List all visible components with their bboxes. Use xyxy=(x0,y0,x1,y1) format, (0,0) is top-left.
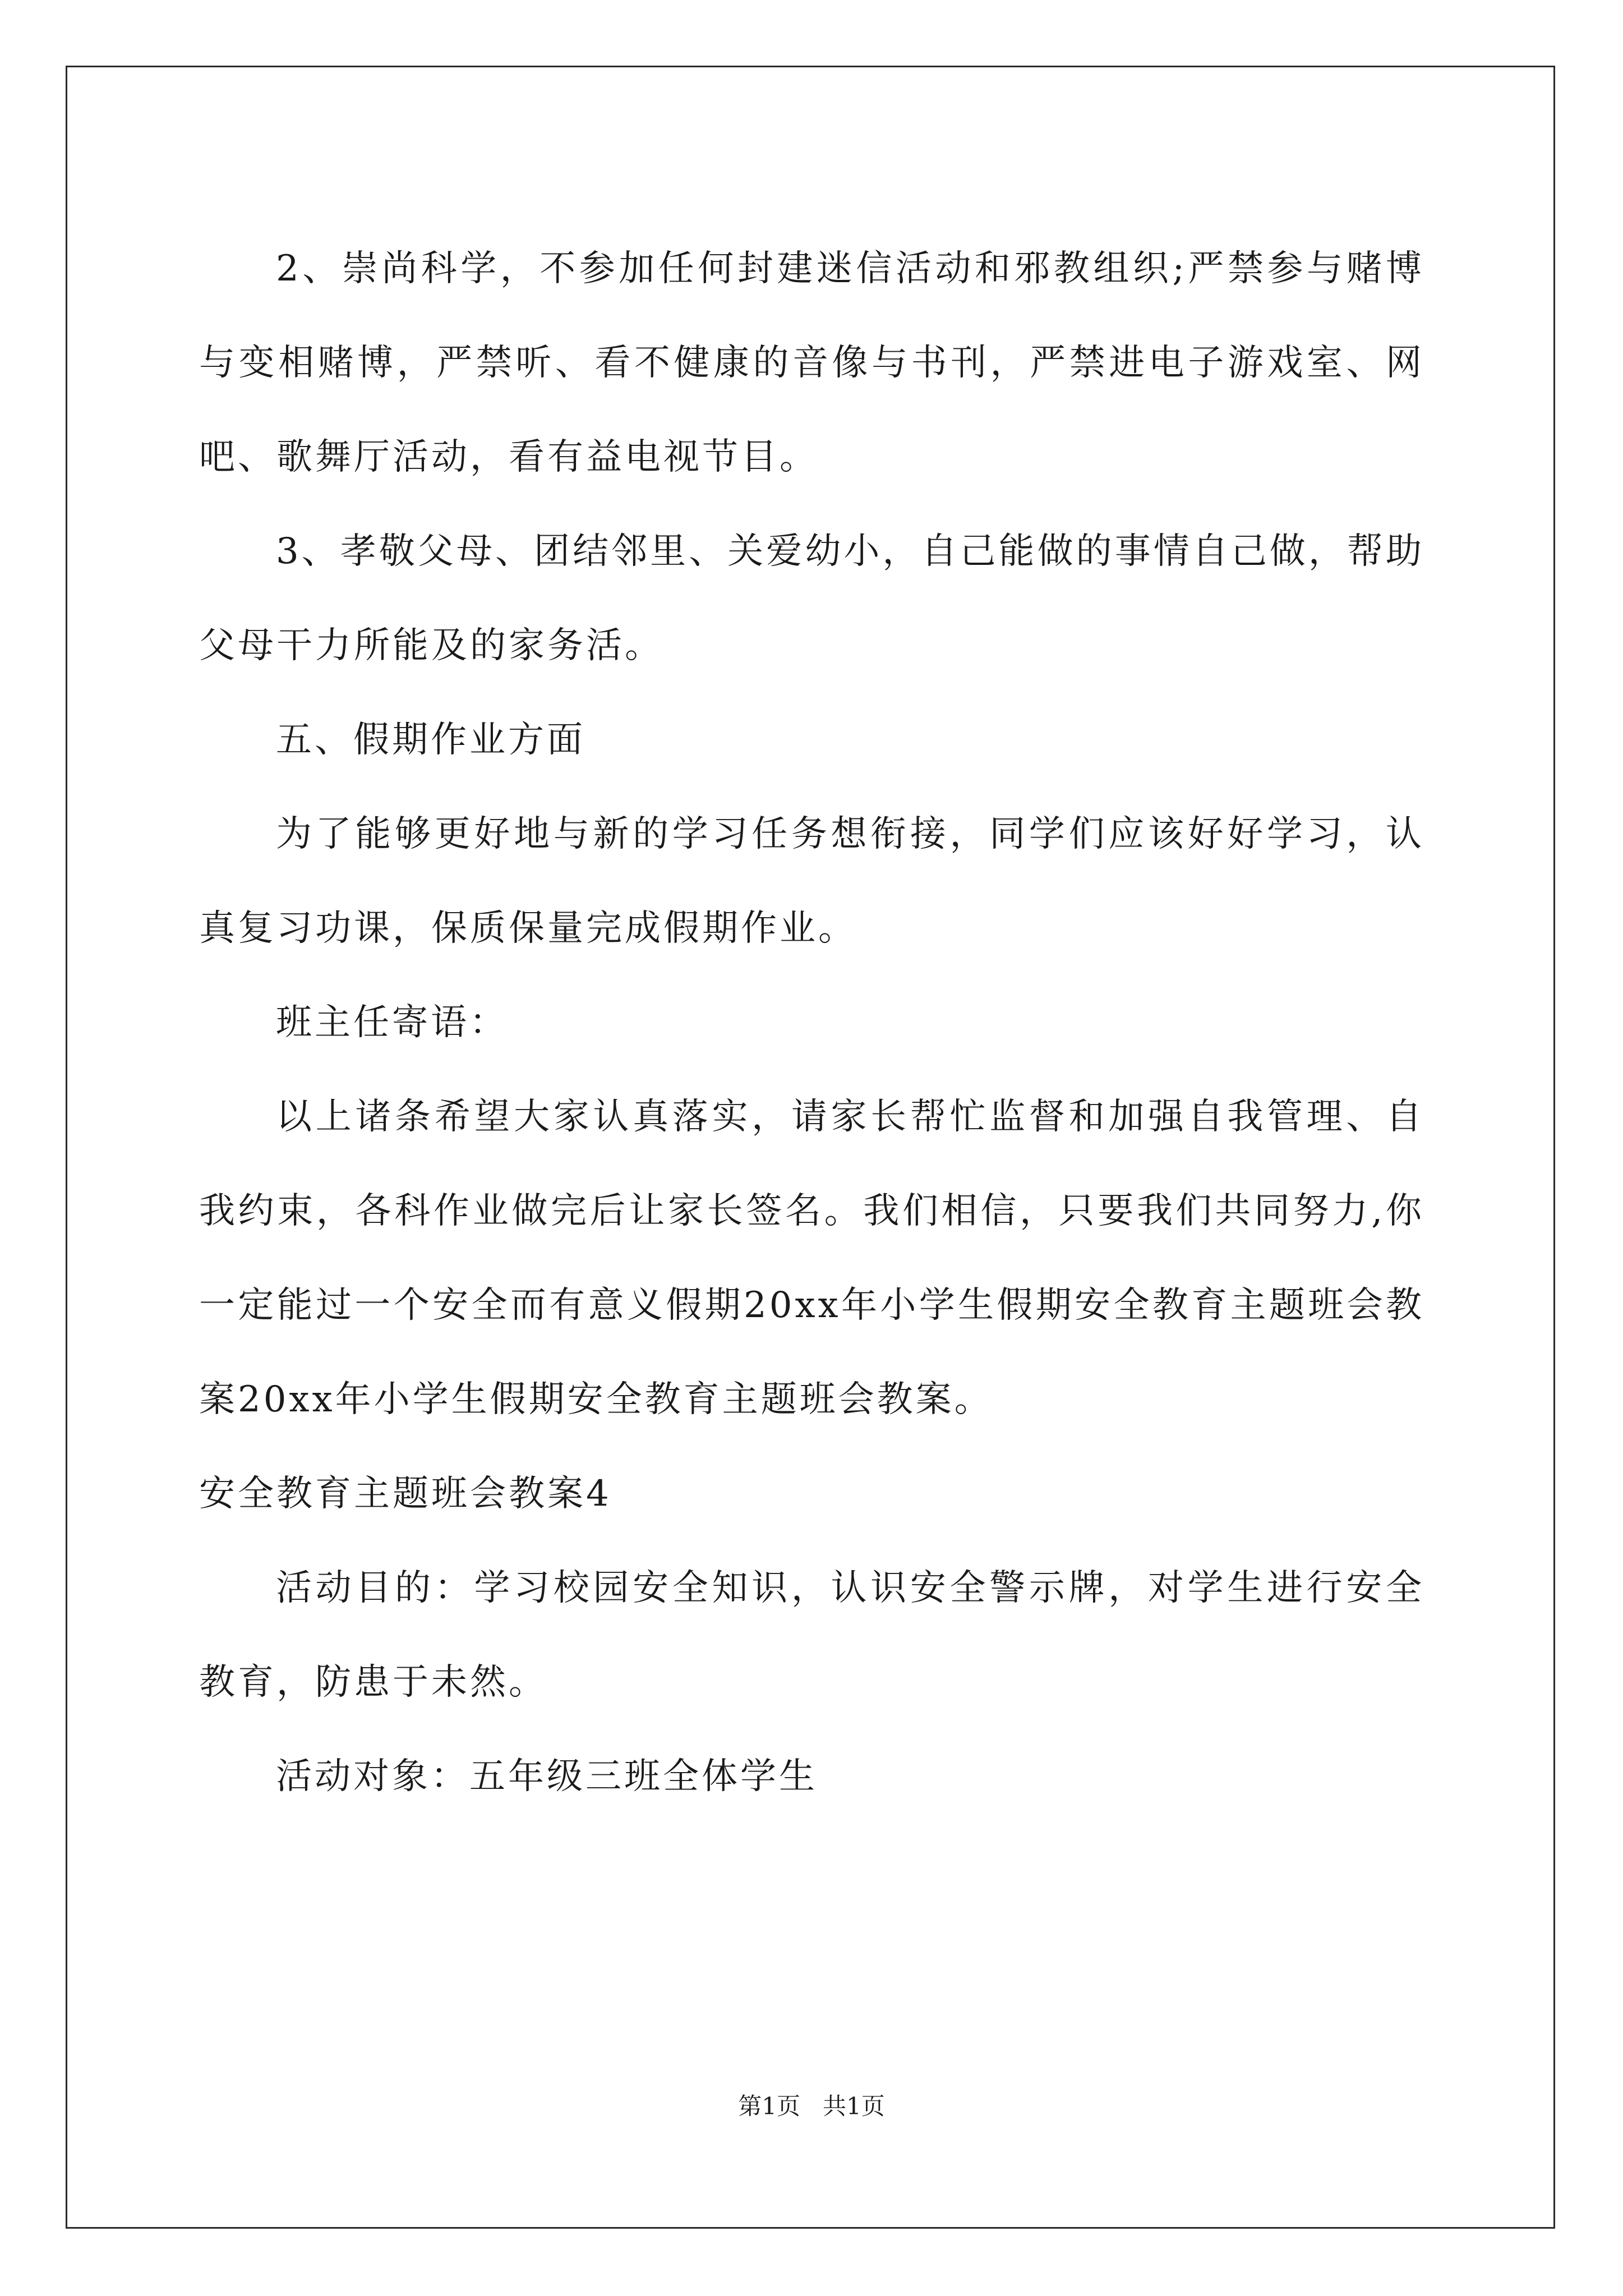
paragraph-homework-heading: 五、假期作业方面 xyxy=(276,719,585,761)
paragraph-teacher-message: 以上诸条希望大家认真落实，请家长帮忙监督和加强自我管理、自我约束，各科作业做完后让家长签名。我们相信，只要我们共同努力,你一定能过一个安全而有意义假期20xx年小学生假期安全教育主题班会教案20xx年小学生假期安全教育主题班会教案。 xyxy=(199,1096,1424,1420)
paragraph-homework: 为了能够更好地与新的学习任务想衔接，同学们应该好好学习，认真复习功课，保质保量完成假期作业。 xyxy=(199,813,1424,949)
section-heading: 安全教育主题班会教案4 xyxy=(199,1473,612,1515)
paragraph-rules-2: 2、崇尚科学，不参加任何封建迷信活动和邪教组织;严禁参与赌博与变相赌博，严禁听、看不健康的音像与书刊，严禁进电子游戏室、网吧、歌舞厅活动，看有益电视节目。 xyxy=(199,248,1424,478)
page-total: 共1页 xyxy=(823,2092,885,2120)
paragraph-activity-audience: 活动对象：五年级三班全体学生 xyxy=(276,1756,818,1797)
page-number: 第1页 xyxy=(738,2092,800,2120)
document-body xyxy=(199,222,1424,1824)
page-footer xyxy=(0,2090,1623,2123)
paragraph-teacher-message-label: 班主任寄语： xyxy=(276,1002,508,1043)
paragraph-activity-purpose: 活动目的：学习校园安全知识，认识安全警示牌，对学生进行安全教育，防患于未然。 xyxy=(199,1567,1424,1703)
paragraph-rules-3: 3、孝敬父母、团结邻里、关爱幼小，自己能做的事情自己做，帮助父母干力所能及的家务活。 xyxy=(199,531,1424,666)
